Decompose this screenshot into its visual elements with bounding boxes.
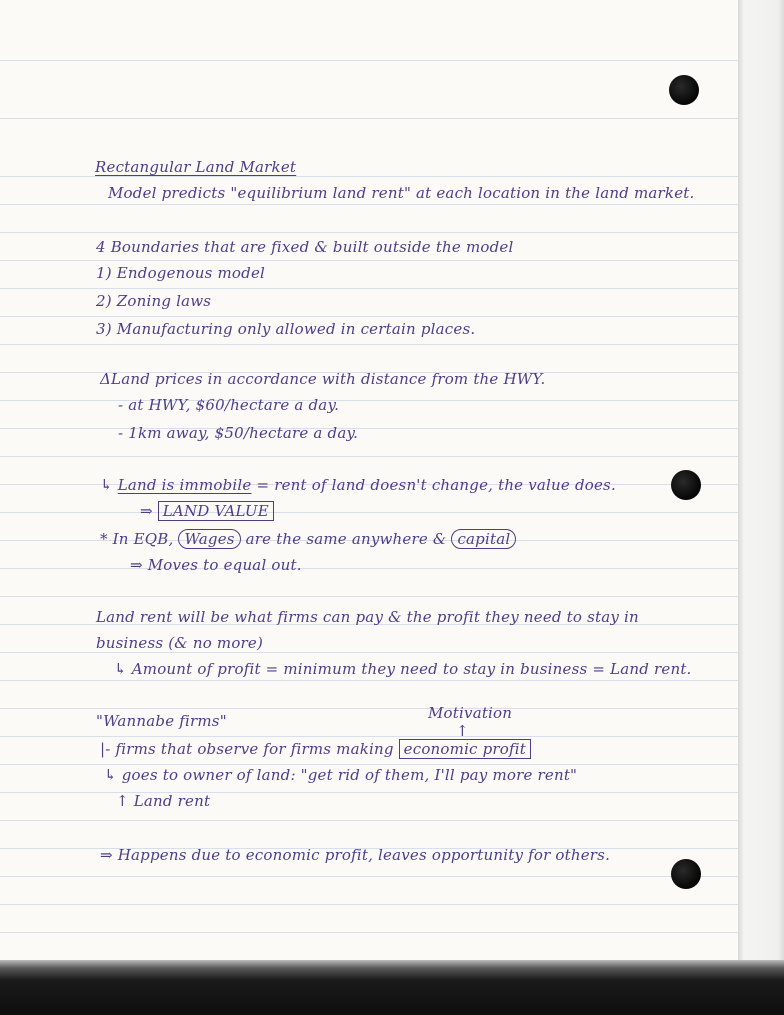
note-line: ↳ Amount of profit = minimum they need to stay in business = Land rent. (114, 660, 692, 678)
note-line: Land rent will be what firms can pay & the profit they need to stay in (96, 608, 639, 626)
note-line-land-value (140, 502, 274, 520)
note-line: - at HWY, $60/hectare a day. (118, 396, 340, 414)
ruled-line (0, 288, 738, 289)
ruled-line (0, 344, 738, 345)
ruled-line (0, 568, 738, 569)
ruled-line (0, 260, 738, 261)
ruled-line (0, 428, 738, 429)
ruled-line (0, 316, 738, 317)
boxed-term: economic profit (399, 739, 531, 759)
note-line: - 1km away, $50/hectare a day. (118, 424, 359, 442)
note-line-wannabe (100, 740, 531, 758)
note-text: = rent of land doesn't change, the value does. (256, 476, 616, 494)
note-text: * In EQB, (100, 530, 174, 548)
page-edge (738, 0, 784, 968)
ruled-line (0, 736, 738, 737)
ruled-line (0, 512, 738, 513)
punch-hole (671, 859, 701, 889)
scan-shadow (0, 960, 784, 1015)
note-line: 2) Zoning laws (96, 292, 212, 310)
up-arrow-glyph: ↑ (456, 722, 469, 740)
ruled-line (0, 118, 738, 119)
note-line: ↳ goes to owner of land: "get rid of them, I'll pay more rent" (104, 766, 578, 784)
ruled-line (0, 60, 738, 61)
note-line-eqb (100, 530, 516, 548)
ruled-line (0, 820, 738, 821)
ruled-line (0, 680, 738, 681)
ruled-line (0, 596, 738, 597)
motivation-label: Motivation (428, 704, 513, 722)
ruled-line (0, 204, 738, 205)
ruled-line (0, 904, 738, 905)
punch-hole (671, 470, 701, 500)
note-line: ↑ Land rent (116, 792, 211, 810)
note-line: "Wannabe firms" (96, 712, 227, 730)
punch-hole (669, 75, 699, 105)
ruled-line (0, 708, 738, 709)
ruled-line (0, 932, 738, 933)
arrow-glyph: ↳ (100, 476, 113, 494)
ruled-line (0, 792, 738, 793)
ruled-line (0, 652, 738, 653)
note-line: ⇒ Happens due to economic profit, leaves opportunity for others. (100, 846, 611, 864)
note-line: 3) Manufacturing only allowed in certain places. (96, 320, 476, 338)
implies-glyph: ⇒ (140, 502, 153, 520)
ruled-line (0, 400, 738, 401)
note-line: 1) Endogenous model (96, 264, 266, 282)
ruled-line (0, 232, 738, 233)
note-line: ⇒ Moves to equal out. (130, 556, 302, 574)
note-text: are the same anywhere & (245, 530, 447, 548)
note-line: business (& no more) (96, 634, 264, 652)
boxed-term: LAND VALUE (158, 501, 274, 521)
note-line: 4 Boundaries that are fixed & built outside the model (96, 238, 514, 256)
ruled-line (0, 876, 738, 877)
note-text: |- firms that observe for firms making (100, 740, 394, 758)
circled-term: capital (451, 529, 516, 549)
ruled-line (0, 456, 738, 457)
note-line: Model predicts "equilibrium land rent" at each location in the land market. (108, 184, 695, 202)
ruled-line (0, 764, 738, 765)
circled-term: Wages (178, 529, 240, 549)
note-line: ΔLand prices in accordance with distance from the HWY. (100, 370, 546, 388)
ruled-line (0, 176, 738, 177)
notes-title: Rectangular Land Market (95, 158, 297, 176)
note-line-immobile (100, 476, 616, 494)
underlined-phrase: Land is immobile (117, 476, 252, 494)
